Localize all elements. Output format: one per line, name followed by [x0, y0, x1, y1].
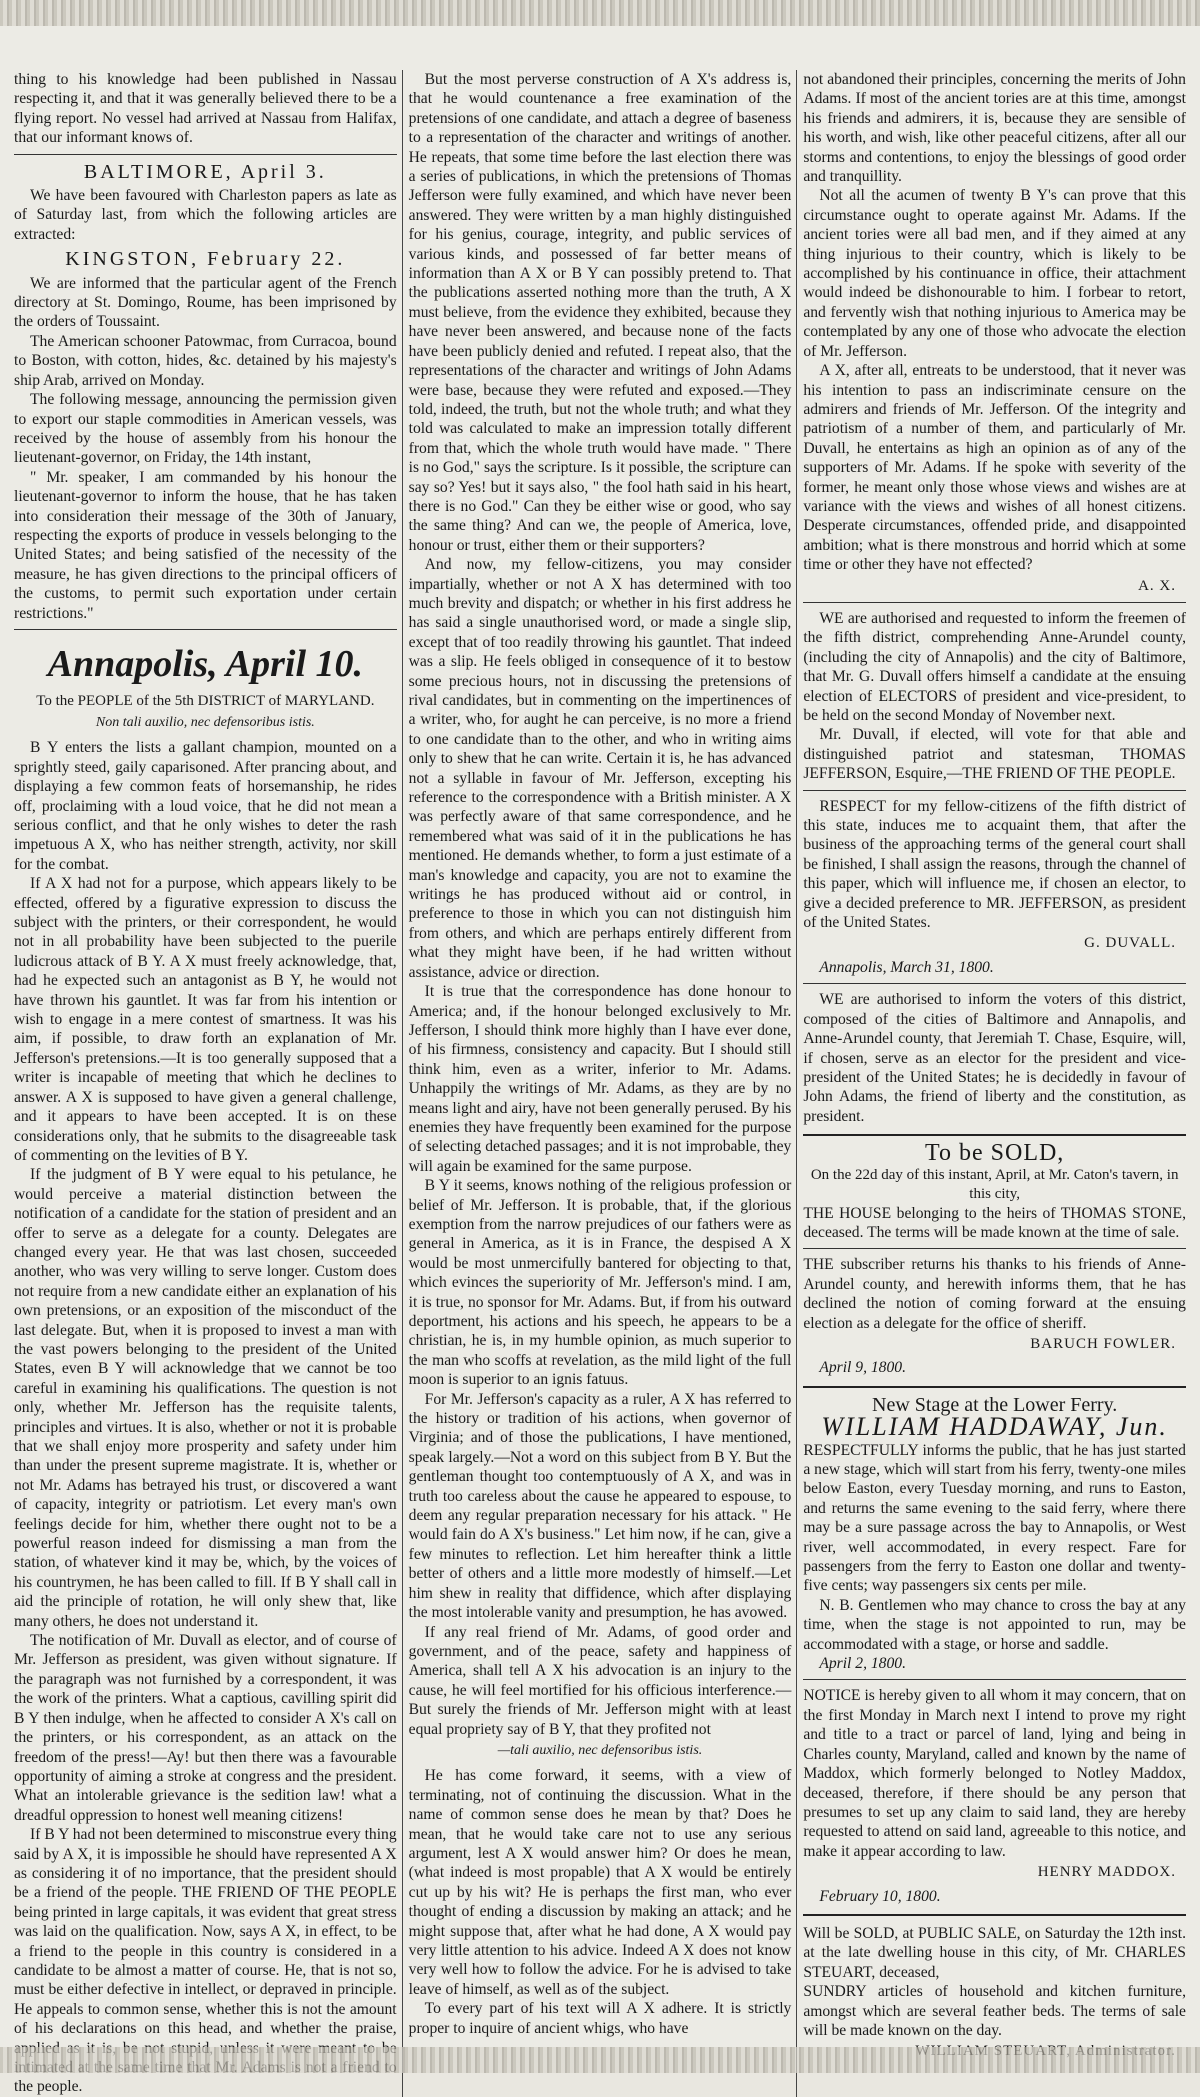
article-paragraph-8: It is true that the correspondence has done honour to America; and, if the honour belonged exclusively to Mr. Jefferson, I should think more highly than I have ever done, of his firmness, consistency and capacity. But I should still think him, even as a writer, inferior to Mr. Adams. Unhappily the writings of Mr. Adams, as they are by no means light and airy, have not been generally perused. By his enemies they have frequently been examined for the purpose of selecting detached passages; and it is not improbable, they will again be examined for the same purpose.: [408, 983, 792, 1175]
article-paragraph-12: He has come forward, it seems, with a view of terminating, not of continuing the discussion. What in the name of common sense does he mean by that? Does he mean, that he would take care not to use any serious argument, lest A X would answer him? Or does he mean, (what indeed is most propable) that A X would be entirely cut up by his wit? He is perhaps the first man, who ever thought of ending a discussion by making an attack; and he might suppose that, after what he had done, A X would pay very little attention to his advice. Indeed A X does not know very well how to follow the advice. For he is advised to take leave of himself, as well as of the subject.: [408, 1767, 792, 1998]
article-paragraph-6: But the most perverse construction of A X's address is, that he would countenance a free examination of the pretensions of one candidate, and attach a degree of baseness to a representation of the character and writings of another. He repeats, that some time before the last election there was a series of publications, in which the pretensions of Thomas Jefferson were fully examined, and which have never been answered. They were written by a man highly distinguished for his genius, courage, integrity, and public services of various kinds, and possessed of far better means of information than A X or B Y can possibly pretend to. That the publications asserted nothing more than the truth, A X must believe, from the evidence they exhibited, because they have never been answered, and because none of the facts have been publicly denied and refuted. I repeat also, that the representations of the character and writings of John Adams were base, because they were refuted and exposed.—They told, indeed, the truth, but not the whole truth; and what they told was calculated to make an impression totally different from that, which the whole truth would have made. " There is no God," says the scripture. Is it possible, the scripture can say so? Yes! but it says also, " the fool hath said in his heart, there is no God." Can they be either wise or good, who say the same thing? And can we, the people of America, love, honour or trust, either them or their supporters?: [408, 71, 792, 554]
baltimore-paragraph: We have been favoured with Charleston papers as late as of Saturday last, from which the following articles are extracted:: [14, 187, 397, 243]
kingston-dateline: KINGSTON, February 22.: [65, 248, 346, 271]
maddox-signature: HENRY MADDOX.: [1037, 1864, 1176, 1881]
baltimore-dateline: BALTIMORE, April 3.: [83, 160, 327, 183]
duvall-respect: RESPECT for my fellow-citizens of the fifth district of this state, induces me to acquaint them, that after the business of the approaching terms of the general court shall be finished, I shall assign the reasons, through the channel of this paper, which will influence me, if chosen an elector, to give a decided preference to MR. JEFFERSON, as president of the United States.: [803, 797, 1186, 932]
stage-proprietor: WILLIAM HADDAWAY, Jun.: [821, 1412, 1168, 1442]
kingston-paragraph-1: We are informed that the particular agent of the French directory at St. Domingo, Roume, has been imprisoned by the orders of Toussaint.: [14, 274, 397, 331]
article-paragraph-7: And now, my fellow-citizens, you may consider impartially, whether or not A X has determined with too much brevity and dispatch; or whether in his first address he has said a single unauthorised word, or made a single slip, except that of too readily throwing his gauntlet. That indeed was a slip. He feels obliged in consequence of it to bestow some precious hours, not in discussing the pretensions of rival candidates, but in commenting on the impertinences of a writer, who, for aught he can perceive, is no more a friend to one candidate than to the other, and who in writing aims only to shew that he can write. Certain it is, he has advanced not a syllable in favour of Mr. Jefferson, excepting his reference to the correspondence with a British minister. A X was perfectly aware of that same correspondence, and he remembered what was said of it in the publications he has mentioned. He demands whether, to form a just estimate of a man's knowledge and capacity, you are not to examine the writings he has produced without aid or control, in preference to those in which you can not distinguish him from others, and which are perhaps entirely different from what they might have been, if he had written without assistance, advice or direction.: [408, 556, 792, 981]
article-paragraph-14: not abandoned their principles, concerning the merits of John Adams. If most of the ancient tories are at this time, amongst his friends and admirers, it is, because they are sensible of his worth, and wish, like other peaceful citizens, after all our storms and contentions, to enjoy the blessings of good order and tranquillity.: [803, 71, 1186, 186]
divider: [803, 1248, 1186, 1249]
sundry-articles: SUNDRY articles of household and kitchen furniture, amongst which are several feather beds. The terms of sale will be made known on the day.: [803, 1983, 1186, 2039]
stage-note: N. B. Gentlemen who may chance to cross the bay at any time, when the stage is not appointed to run, may be accommodated with a stage, or horse and saddle.: [803, 1596, 1186, 1653]
divider: [803, 983, 1186, 984]
divider-thick: [803, 1914, 1186, 1916]
maddox-notice: NOTICE is hereby given to all whom it may concern, that on the first Monday in March next I intend to prove my right and title to a tract or parcel of land, lying and being in Charles county, Maryland, called and known by the name of Maddox, which formerly belonged to Notley Maddox, deceased, therefore, if there should be any person that presumes to set up any claim to said land, they are hereby requested to attend on said land, agreeable to this notice, and make it appear according to law.: [803, 1687, 1186, 1860]
article-paragraph-3: If the judgment of B Y were equal to his petulance, he would perceive a material distinction between the notification of a candidate for the station of president and an offer to serve as a delegate for a county. Delegates are changed every year. He that was last chosen, succeeded another, who was very willing to serve longer. Custom does not require from a new candidate either an explanation of his own pretensions, or an exposition of the misconduct of the last delegate. But, when it is proposed to invest a man with the vast powers belonging to the president of the United States, even B Y will acknowledge that we cannot be too careful in examining his qualifications. The question is not only, whether Mr. Jefferson has the requisite talents, principles and virtues. It is also, whether or not it is probable that we shall enjoy more prosperity and safety under him than under the present supreme magistrate. It is, whether or not Mr. Adams has betrayed his trust, or discovered a want of capacity, integrity or patriotism. Let every man's own feelings decide for him, whether there ought not to be a powerful reason indeed for dismissing a man from the station, of whatever kind it may be, which, by the voices of his countrymen, he has been called to fill. If B Y shall call in aid the principle of rotation, he will only shew that, like many others, he does not understand it.: [14, 1166, 397, 1630]
divider-thick: [803, 1134, 1186, 1136]
column-2: [409, 70, 792, 2097]
sheriff-notice: THE subscriber returns his thanks to his friends of Anne-Arundel county, and herewith informs them, that he has declined the notion of coming forward at the ensuing election as a delegate for the office of sheriff.: [803, 1256, 1186, 1332]
kingston-paragraph-4: " Mr. speaker, I am commanded by his honour the lieutenant-governor to inform the house, that he has taken into consideration their message of the 30th of January, respecting the exports of produce in vessels belonging to the United States; and being satisfied of the necessity of the measure, he has given directions to the principal officers of the customs, to permit such exportation under certain restrictions.": [14, 468, 397, 622]
divider: [803, 790, 1186, 791]
latin-motto: Non tali auxilio, nec defensoribus istis.: [95, 714, 315, 730]
sheriff-date: April 9, 1800.: [819, 1359, 906, 1377]
stage-date: April 2, 1800.: [819, 1655, 906, 1673]
annapolis-masthead: Annapolis, April 10.: [47, 642, 363, 685]
stage-heading: New Stage at the Lower Ferry.: [872, 1393, 1118, 1416]
article-paragraph-15: Not all the acumen of twenty B Y's can prove that this circumstance ought to operate against Mr. Adams. If the ancient tories were all bad men, and if they aimed at any thing injurious to their country, which is likely to be accomplished by his continuance in office, their attachment would indeed be dishonourable to him. I forbear to retort, and fervently wish that nothing injurious to America may be contemplated by any one of those who advocate the election of Mr. Jefferson.: [803, 187, 1186, 360]
duvall-signature: G. DUVALL.: [1084, 935, 1176, 952]
latin-motto-repeat: —tali auxilio, nec defensoribus istis.: [497, 1742, 703, 1758]
duvall-notice-2: Mr. Duvall, if elected, will vote for that able and distinguished patriot and statesman, THOMAS JEFFERSON, Esquire,—THE FRIEND OF THE PEOPLE.: [803, 726, 1186, 783]
nassau-paragraph: thing to his knowledge had been published in Nassau respecting it, and that it was generally believed there to be a flying report. No vessel had arrived at Nassau from Halifax, that our informant knows of.: [14, 71, 397, 147]
article-paragraph-13: To every part of his text will A X adhere. It is strictly proper to inquire of ancient whigs, who have: [408, 2000, 792, 2037]
sheriff-signature: BARUCH FOWLER.: [1030, 1335, 1176, 1352]
article-paragraph-16: A X, after all, entreats to be understood, that it never was his intention to pass an indiscriminate censure on the admirers and friends of Mr. Jefferson. Of the integrity and patriotism of a number of them, and particularly of Mr. Duvall, he entertains as high an opinion as of any of the supporters of Mr. Adams. If he spoke with severity of the former, he meant only those whose views and wishes are at variance with the views and wishes of all honest citizens. Desperate circumstances, offended pride, and disappointed ambition; what is there monstrous and horrid which at some time or other they have not effected?: [803, 362, 1186, 574]
public-sale-notice: Will be SOLD, at PUBLIC SALE, on Saturday the 12th inst. at the late dwelling house in this city, of Mr. CHARLES STEUART, deceased,: [803, 1924, 1186, 1981]
divider: [803, 1679, 1186, 1680]
article-paragraph-2: If A X had not for a purpose, which appears likely to be effected, offered by a figurative expression to discuss the subject with the printers, or their correspondent, he would not in all probability have been subjected to the puerile ludicrous attack of B Y. A X must freely acknowledge, that, had he expected such an antagonist as B Y, he would not have thrown his gauntlet. It was far from his intention or wish to engage in a mere contest of smartness. It was his aim, if possible, to draw forth an explanation of Mr. Jefferson's pretensions.—It is too generally supposed that a writer is incapable of meeting that which he declines to answer. A X is supposed to have given a general challenge, and it appears to have been accepted. It is on these considerations only, that he submits to the disagreeable task of commenting on the levities of B Y.: [14, 875, 397, 1164]
divider: [14, 154, 397, 155]
column-layout: [14, 70, 1186, 2096]
kingston-paragraph-2: The American schooner Patowmac, from Curracoa, bound to Boston, with cotton, hides, &c. detained by his majesty's ship Arab, arrived on Monday.: [14, 332, 397, 389]
chase-notice: WE are authorised to inform the voters of this district, composed of the cities of Baltimore and Annapolis, and Anne-Arundel county, that Jeremiah T. Chase, Esquire, will, if chosen, serve as an elector for the president and vice-president of the United States; he is decidedly in favour of John Adams, the friend of liberty and the constitution, as president.: [803, 991, 1186, 1125]
divider-thick: [803, 1386, 1186, 1388]
divider: [803, 602, 1186, 603]
article-signature: A. X.: [1138, 577, 1176, 594]
address-heading: To the PEOPLE of the 5th DISTRICT of MARYLAND.: [36, 692, 375, 709]
sale-subheading: On the 22d day of this instant, April, at Mr. Caton's tavern, in this city,: [810, 1166, 1179, 1202]
column-3: [803, 70, 1186, 2097]
article-paragraph-9: B Y it seems, knows nothing of the religious profession or belief of Mr. Jefferson. It is probable, that, if the glorious exemption from the narrow prejudices of our fathers were as general in America, as it is in France, the despised A X would be most unmercifully bantered for objecting to that, which evinces the superiority of Mr. Jefferson's mind. I am, it is true, no sponsor for Mr. Adams. But, if from his outward deportment, his actions and his speech, he appears to be a christian, he is, in my humble opinion, as much superior to the man who scoffs at revelation, as the mild light of the full moon is superior to an ignis fatuus.: [408, 1177, 792, 1389]
column-1: [14, 70, 397, 2097]
maddox-date: February 10, 1800.: [819, 1887, 941, 1905]
article-paragraph-10: For Mr. Jefferson's capacity as a ruler, A X has referred to the history or tradition of his actions, when governor of Virginia; and of those the publications, I have mentioned, speak largely.—Not a word on this subject from B Y. But the gentleman thought too contemptuously of A X, and was in truth too careless about the cause he appeared to espouse, to deem any regular preparation necessary for his attack. " He would fain do A X's business." Let him now, if he can, give a few minutes to reflection. Let him hereafter think a little better of others and a little more modestly of himself.—Let him shew in reality that diffidence, which after displaying the most intolerable vanity and presumption, he has avowed.: [408, 1390, 792, 1622]
torn-top-edge: [0, 0, 1200, 26]
article-paragraph-5: If B Y had not been determined to misconstrue every thing said by A X, it is impossible he should have represented A X as considering it of no importance, that the president should be a friend of the people. THE FRIEND OF THE PEOPLE being printed in large capitals, it was evident that great stress was laid on the qualification. Now, says A X, in effect, to be a friend to the people in this country is considered in a candidate to be almost a matter of course. He, that is not so, must be either defective in intellect, or depraved in principle. He appeals to common sense, whether this is not the amount of his declarations on this head, and whether the praise, the people.: [14, 1826, 397, 2096]
stage-body: RESPECTFULLY informs the public, that he has just started a new stage, which will start from his ferry, twenty-one miles below Easton, every Tuesday morning, and runs to Easton, and returns the same evening to the said ferry, where there may be a sure passage across the bay to Annapolis, or West river, well accommodated, in every respect. Fare for passengers from the ferry to Easton one dollar and twenty-five cents; way passengers six cents per mile.: [803, 1441, 1186, 1595]
kingston-paragraph-3: The following message, announcing the permission given to export our staple commodities in American vessels, was received by the house of assembly from his honour the lieutenant-governor, on Friday, the 14th instant,: [14, 391, 397, 467]
article-paragraph-11: If any real friend of Mr. Adams, of good order and government, and of the peace, safety and happiness of America, shall tell A X his advocation is an injury to the cause, he will feel mortified for his officious interference.—But surely the friends of Mr. Jefferson might with at least equal propriety say of B Y, that they profited not: [408, 1623, 792, 1738]
sale-body: THE HOUSE belonging to the heirs of THOMAS STONE, deceased. The terms will be made known at the time of sale.: [803, 1204, 1186, 1241]
article-paragraph-4: The notification of Mr. Duvall as elector, and of course of Mr. Jefferson as president, was given without signature. If the paragraph was not furnished by a correspondent, it was the work of the printers. What a captious, cavilling spirit did B Y then indulge, when he affected to consider A X's call on the printers, or his correspondent, as an attack on the freedom of the press!—Ay! but then there was a favourable opportunity of aiming a stroke at congress and the president. What an intolerable grievance is the sedition law! what a dreadful oppression to honest well meaning citizens!: [14, 1632, 397, 1824]
sale-heading: To be SOLD,: [925, 1140, 1065, 1167]
duvall-notice-1: WE are authorised and requested to inform the freemen of the fifth district, comprehending Anne-Arundel county, (including the city of Annapolis) and the city of Baltimore, that Mr. G. Duvall offers himself a candidate at the ensuing election of ELECTORS of president and vice-president, to be held on the second Monday of November next.: [803, 609, 1186, 724]
duvall-date: Annapolis, March 31, 1800.: [819, 958, 994, 976]
torn-bottom-edge: [0, 2047, 1200, 2073]
divider: [14, 629, 397, 630]
article-paragraph-1: B Y enters the lists a gallant champion, mounted on a sprightly steed, gaily caparisoned. After prancing about, and displaying a few common feats of horsemanship, he rides off, proclaiming with a loud voice, that he did not mean a serious conflict, and that he only wishes to deter the rash impetuous A X, who has neither strength, activity, nor skill for the combat.: [14, 739, 397, 873]
